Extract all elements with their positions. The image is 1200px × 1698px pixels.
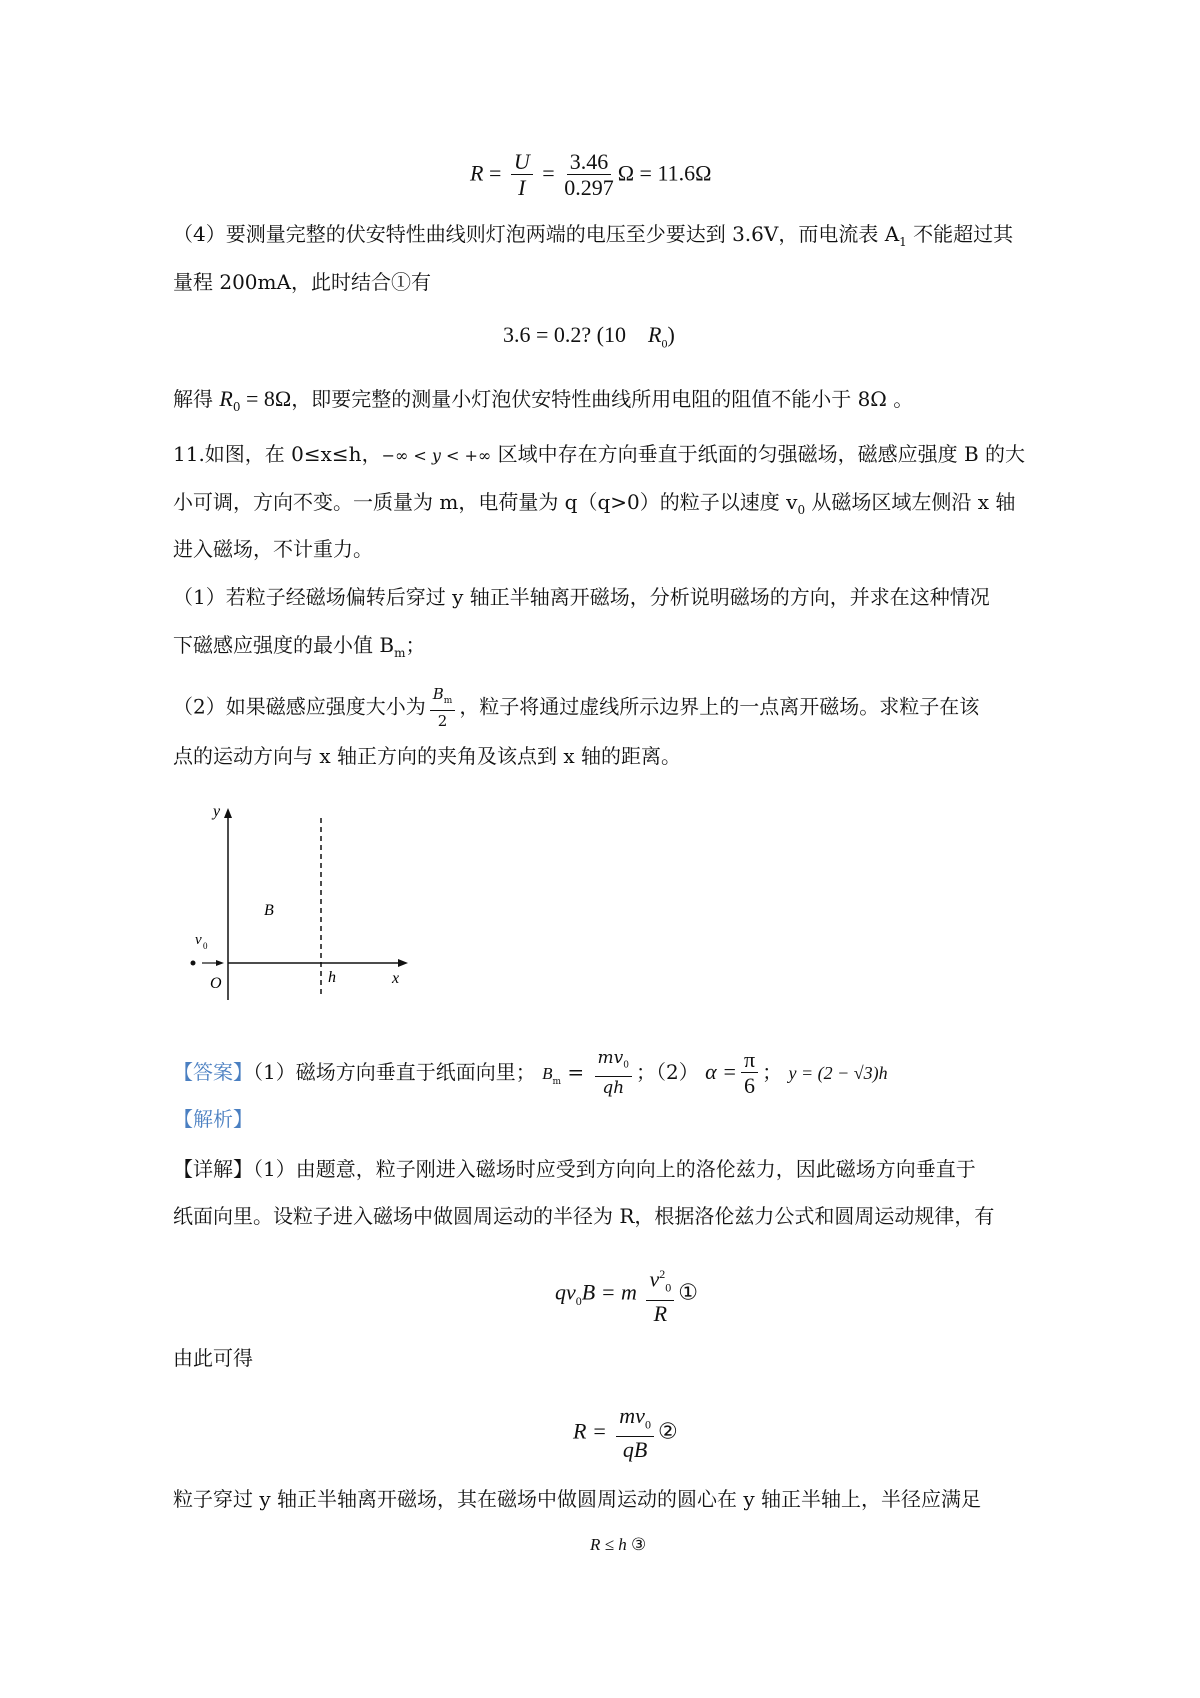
sub: m [552,1077,562,1087]
arrow-icon [398,959,408,967]
text: 3.6 = 0.2? (10 [503,322,626,347]
sub: 0 [797,503,806,517]
origin-label: O [210,975,222,992]
text: 下磁感应强度的最小值 B [173,633,395,657]
var: B [542,1064,553,1083]
text: −∞ < y < +∞ [381,446,492,465]
v0-label: v [195,932,202,948]
den: 0.297 [564,175,614,200]
fraction [595,1048,632,1098]
den: 6 [744,1073,756,1098]
text: （4）要测量完整的伏安特性曲线则灯泡两端的电压至少要达到 3.6V，而电流表 A [173,222,900,246]
var: R [219,386,233,411]
paragraph [173,385,913,421]
question-line [173,685,979,731]
text: ，即要完整的测量小灯泡伏安特性曲线所用电阻的阻值不能小于 8Ω 。 [291,387,914,411]
var: α = [705,1059,737,1084]
text: 不能超过其 [906,222,1014,246]
equation-2 [573,1404,678,1463]
detail-line: 【详解】（1）由题意，粒子刚进入磁场时应受到方向向上的洛伦兹力，因此磁场方向垂直于 [173,1157,976,1181]
particle [191,961,196,966]
text: ) [667,322,675,347]
text: （1）磁场方向垂直于纸面向里； [253,1060,536,1084]
sub: 0 [575,1293,582,1308]
var: B = m [581,1279,637,1305]
var: R = [573,1418,607,1444]
equation-3 [590,1535,646,1555]
marker: ② [657,1418,678,1444]
analysis-tag: 【解析】 [173,1107,253,1131]
v0-sub: 0 [203,941,208,951]
magnetic-field-figure [180,800,420,1010]
question-line [173,440,1025,470]
num: B [432,685,444,703]
den: R [653,1300,668,1326]
fraction [646,1262,674,1327]
num: mv [619,1403,645,1428]
question-line: （1）若粒子经磁场偏转后穿过 y 轴正半轴离开磁场，分析说明磁场的方向，并求在这种情况 [173,585,990,609]
sub: 0 [623,1060,629,1071]
num: v [649,1266,660,1292]
question-line: 进入磁场，不计重力。 [173,537,373,561]
detail-line: 粒子穿过 y 轴正半轴离开磁场，其在磁场中做圆周运动的圆心在 y 轴正半轴上，半径应满足 [173,1487,982,1511]
question-line [173,488,1015,524]
fraction [430,685,456,731]
var: R [648,322,662,347]
answer-tag: 【答案】 [173,1060,253,1084]
text: 解得 [173,387,220,411]
num: 3.46 [567,150,612,175]
den: qB [622,1437,648,1463]
var: qv [555,1279,576,1305]
sub: 1 [899,235,907,249]
var: R [470,160,484,186]
var: R ≤ h [590,1535,627,1554]
sub: 0 [644,1417,651,1432]
equation-1 [555,1262,698,1327]
result: Ω = 11.6Ω [617,160,712,186]
h-label: h [328,969,336,986]
detail-line: 纸面向里。设粒子进入磁场中做圆周运动的半径为 R，根据洛伦兹力公式和圆周运动规律，有 [173,1204,995,1228]
den: qh [602,1077,625,1098]
sup: 2 [659,1267,666,1281]
num: mv [597,1048,624,1069]
x-label: x [392,970,400,987]
text: ； [762,1060,783,1084]
question-line [173,631,425,667]
detail-line: 由此可得 [173,1346,253,1370]
paragraph: 量程 200mA，此时结合①有 [173,270,431,294]
text: = 8Ω [240,386,292,411]
sub: m [443,696,453,706]
resistance-equation: R = $\frac{U}{I}$ = $\frac{3.46}{0.297}$ Ω = 11.6Ω [470,149,712,200]
text: ； [405,633,426,657]
answer-line: 【答案】（1）磁场方向垂直于纸面向里； $B_m$ = $\frac{mv_0}{qh}$ ；（2） α = $\frac{\pi}{6}$ ； y = (2 − √3)h [173,1047,888,1098]
fraction [741,1048,758,1099]
equation [503,322,675,351]
text: 11.如图，在 0≤x≤h， [173,442,382,466]
den: I [518,175,526,200]
marker: ① [678,1279,698,1305]
sub: 0 [661,336,668,351]
b-label: B [264,902,274,919]
text: ；（2） [635,1060,699,1084]
text: 区域中存在方向垂直于纸面的匀强磁场，磁感应强度 B 的大 [491,442,1026,466]
arrow-icon [224,808,232,818]
paragraph [173,220,1013,256]
question-line: 点的运动方向与 x 轴正方向的夹角及该点到 x 轴的距离。 [173,744,681,768]
num: U [511,150,533,175]
num: π [741,1048,758,1073]
text: （2）如果磁感应强度大小为 [173,694,426,719]
text: ，粒子将通过虚线所示边界上的一点离开磁场。求粒子在该 [459,694,980,719]
text: 小可调，方向不变。一质量为 m，电荷量为 q（q>0）的粒子以速度 v [173,490,798,514]
sub: 0 [665,1280,672,1295]
y-equation: y = (2 − √3)h [788,1063,888,1083]
arrow-icon [216,960,224,966]
fraction [616,1404,654,1463]
fraction [511,150,533,201]
fraction [564,150,614,201]
den: 2 [437,712,448,730]
sub: m [394,646,406,660]
sub: 0 [232,400,241,414]
y-label: y [213,803,221,820]
text: 从磁场区域左侧沿 x 轴 [805,490,1016,514]
marker: ③ [630,1535,647,1554]
